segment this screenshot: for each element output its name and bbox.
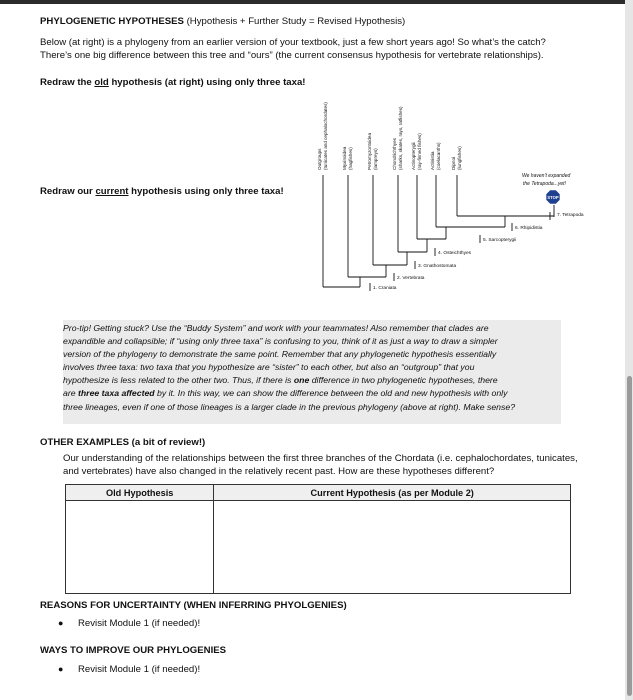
node-label-vertebrata: 2. Vertebrata: [397, 276, 425, 281]
scrollbar[interactable]: [625, 0, 633, 700]
protip-line-1: Pro-tip! Getting stuck? Use the “Buddy System” and work with your teammates! Also remember that clades are: [63, 323, 489, 333]
stop-sign-icon: [546, 190, 560, 204]
taxon-label-petromyzontoidea: Petromyzontoidea: [367, 132, 372, 170]
current-hypothesis-cell[interactable]: [214, 501, 571, 594]
node-label-osteichthyes: 4. Osteichthyes: [438, 251, 472, 256]
bullet-icon: ●: [58, 664, 64, 674]
taxon-label-dipnoi: Dipnoi: [451, 156, 456, 170]
protip-line-6: are three taxa affected by it. In this way, we can show the difference between the old and new hypothesis with only: [63, 388, 508, 399]
redraw-old-prompt: Redraw the old hypothesis (at right) using only three taxa!: [40, 77, 306, 88]
ways-bullet: ● Revisit Module 1 (if needed)!: [58, 664, 201, 675]
taxon-sublabel-actinopterygii: (ray-finned fishes): [417, 133, 422, 170]
protip-line-3: version of the phylogeny to demonstrate the same point. Remember that any phylogenetic hypothesis essentially: [63, 349, 497, 360]
hypothesis-table: [65, 484, 571, 594]
current-hypothesis-header: Current Hypothesis (as per Module 2): [214, 485, 571, 501]
node-label-sarcopterygii: 5. Sarcopterygii: [483, 238, 517, 243]
other-examples-text: Our understanding of the relationships between the first three branches of the Chordata (i.e. cephalochordates, tunicates, and vertebrates) have also changed in the relatively recent past. How are these hypotheses different?: [63, 453, 578, 477]
tetrapoda-note-line-2: the Tetrapoda...yet!: [523, 181, 566, 187]
protip-line-7: three lineages, even if one of those lineages is a larger clade in the previous phylogeny (above at right). Make sense?: [63, 401, 516, 412]
node-label-rhipidistia: 6. Rhipidistia: [515, 226, 543, 231]
protip-line-4: involves three taxa: two taxa that you hypothesize are “sister” to each other, but also an “outgroup” that you: [63, 362, 475, 373]
taxon-label-actinopterygii: Actinopterygii: [411, 142, 416, 170]
taxon-sublabel-actinistia: (coelacanths): [436, 142, 441, 170]
intro-line-1: Below (at right) is a phylogeny from an earlier version of your textbook, just a few short years ago! So what’s the catch?: [40, 37, 546, 48]
old-hypothesis-header: Old Hypothesis: [66, 485, 214, 501]
ways-heading: WAYS TO IMPROVE OUR PHYLOGENIES: [40, 645, 227, 656]
taxon-label-outgroups: Outgroups: [317, 148, 322, 170]
redraw-current-prompt: Redraw our current hypothesis using only three taxa!: [40, 186, 284, 197]
taxon-sublabel-outgroups: (tunicates and cephalochordates): [323, 102, 328, 170]
taxon-label-actinistia: Actinistia: [430, 151, 435, 170]
phylogeny-tree: [300, 90, 610, 310]
protip-line-5: hypothesize is less related to the other two. Thus, if there is one difference in two phylogenetic hypotheses, there: [63, 375, 498, 386]
taxon-sublabel-chondrichthyes: (sharks, skates, rays, ratfishes): [398, 106, 403, 170]
other-examples-heading: OTHER EXAMPLES (a bit of review!): [40, 437, 206, 448]
taxon-label-chondrichthyes: Chondrichthyes: [392, 138, 397, 170]
taxon-sublabel-myxinoidea: (hagfishes): [348, 147, 353, 170]
node-label-gnathostomata: 3. Gnathostomata: [418, 264, 457, 269]
old-hypothesis-cell[interactable]: [66, 501, 214, 594]
taxon-sublabel-dipnoi: (lungfishes): [457, 146, 462, 170]
reasons-heading: REASONS FOR UNCERTAINTY (WHEN INFERRING PHYOLGENIES): [40, 600, 347, 611]
protip-box: [63, 320, 561, 424]
tetrapoda-note-line-1: We haven’t expanded: [522, 173, 571, 179]
taxon-label-myxinoidea: Myxinoidea: [342, 146, 347, 170]
scrollbar-thumb[interactable]: [627, 376, 632, 696]
taxon-sublabel-petromyzontoidea: (lampreys): [373, 148, 378, 170]
stop-sign-text: STOP: [547, 195, 559, 200]
protip-line-2: expandible and collapsible; if “using only three taxa” is confusing to you, think of it as just a way to draw a simpler: [63, 336, 498, 347]
node-label-craniata: 1. Craniata: [373, 286, 397, 291]
intro-paragraph: [40, 36, 610, 62]
reasons-bullet: ● Revisit Module 1 (if needed)!: [58, 618, 201, 629]
top-edge: [0, 0, 633, 4]
intro-line-2: There’s one big difference between this tree and “ours” (the current consensus hypothesis for vertebrate relationships).: [40, 50, 544, 61]
node-label-tetrapoda: 7. Tetrapoda: [557, 213, 584, 218]
page-title: PHYLOGENETIC HYPOTHESES (Hypothesis + Further Study = Revised Hypothesis): [40, 16, 406, 27]
bullet-icon: ●: [58, 618, 64, 628]
